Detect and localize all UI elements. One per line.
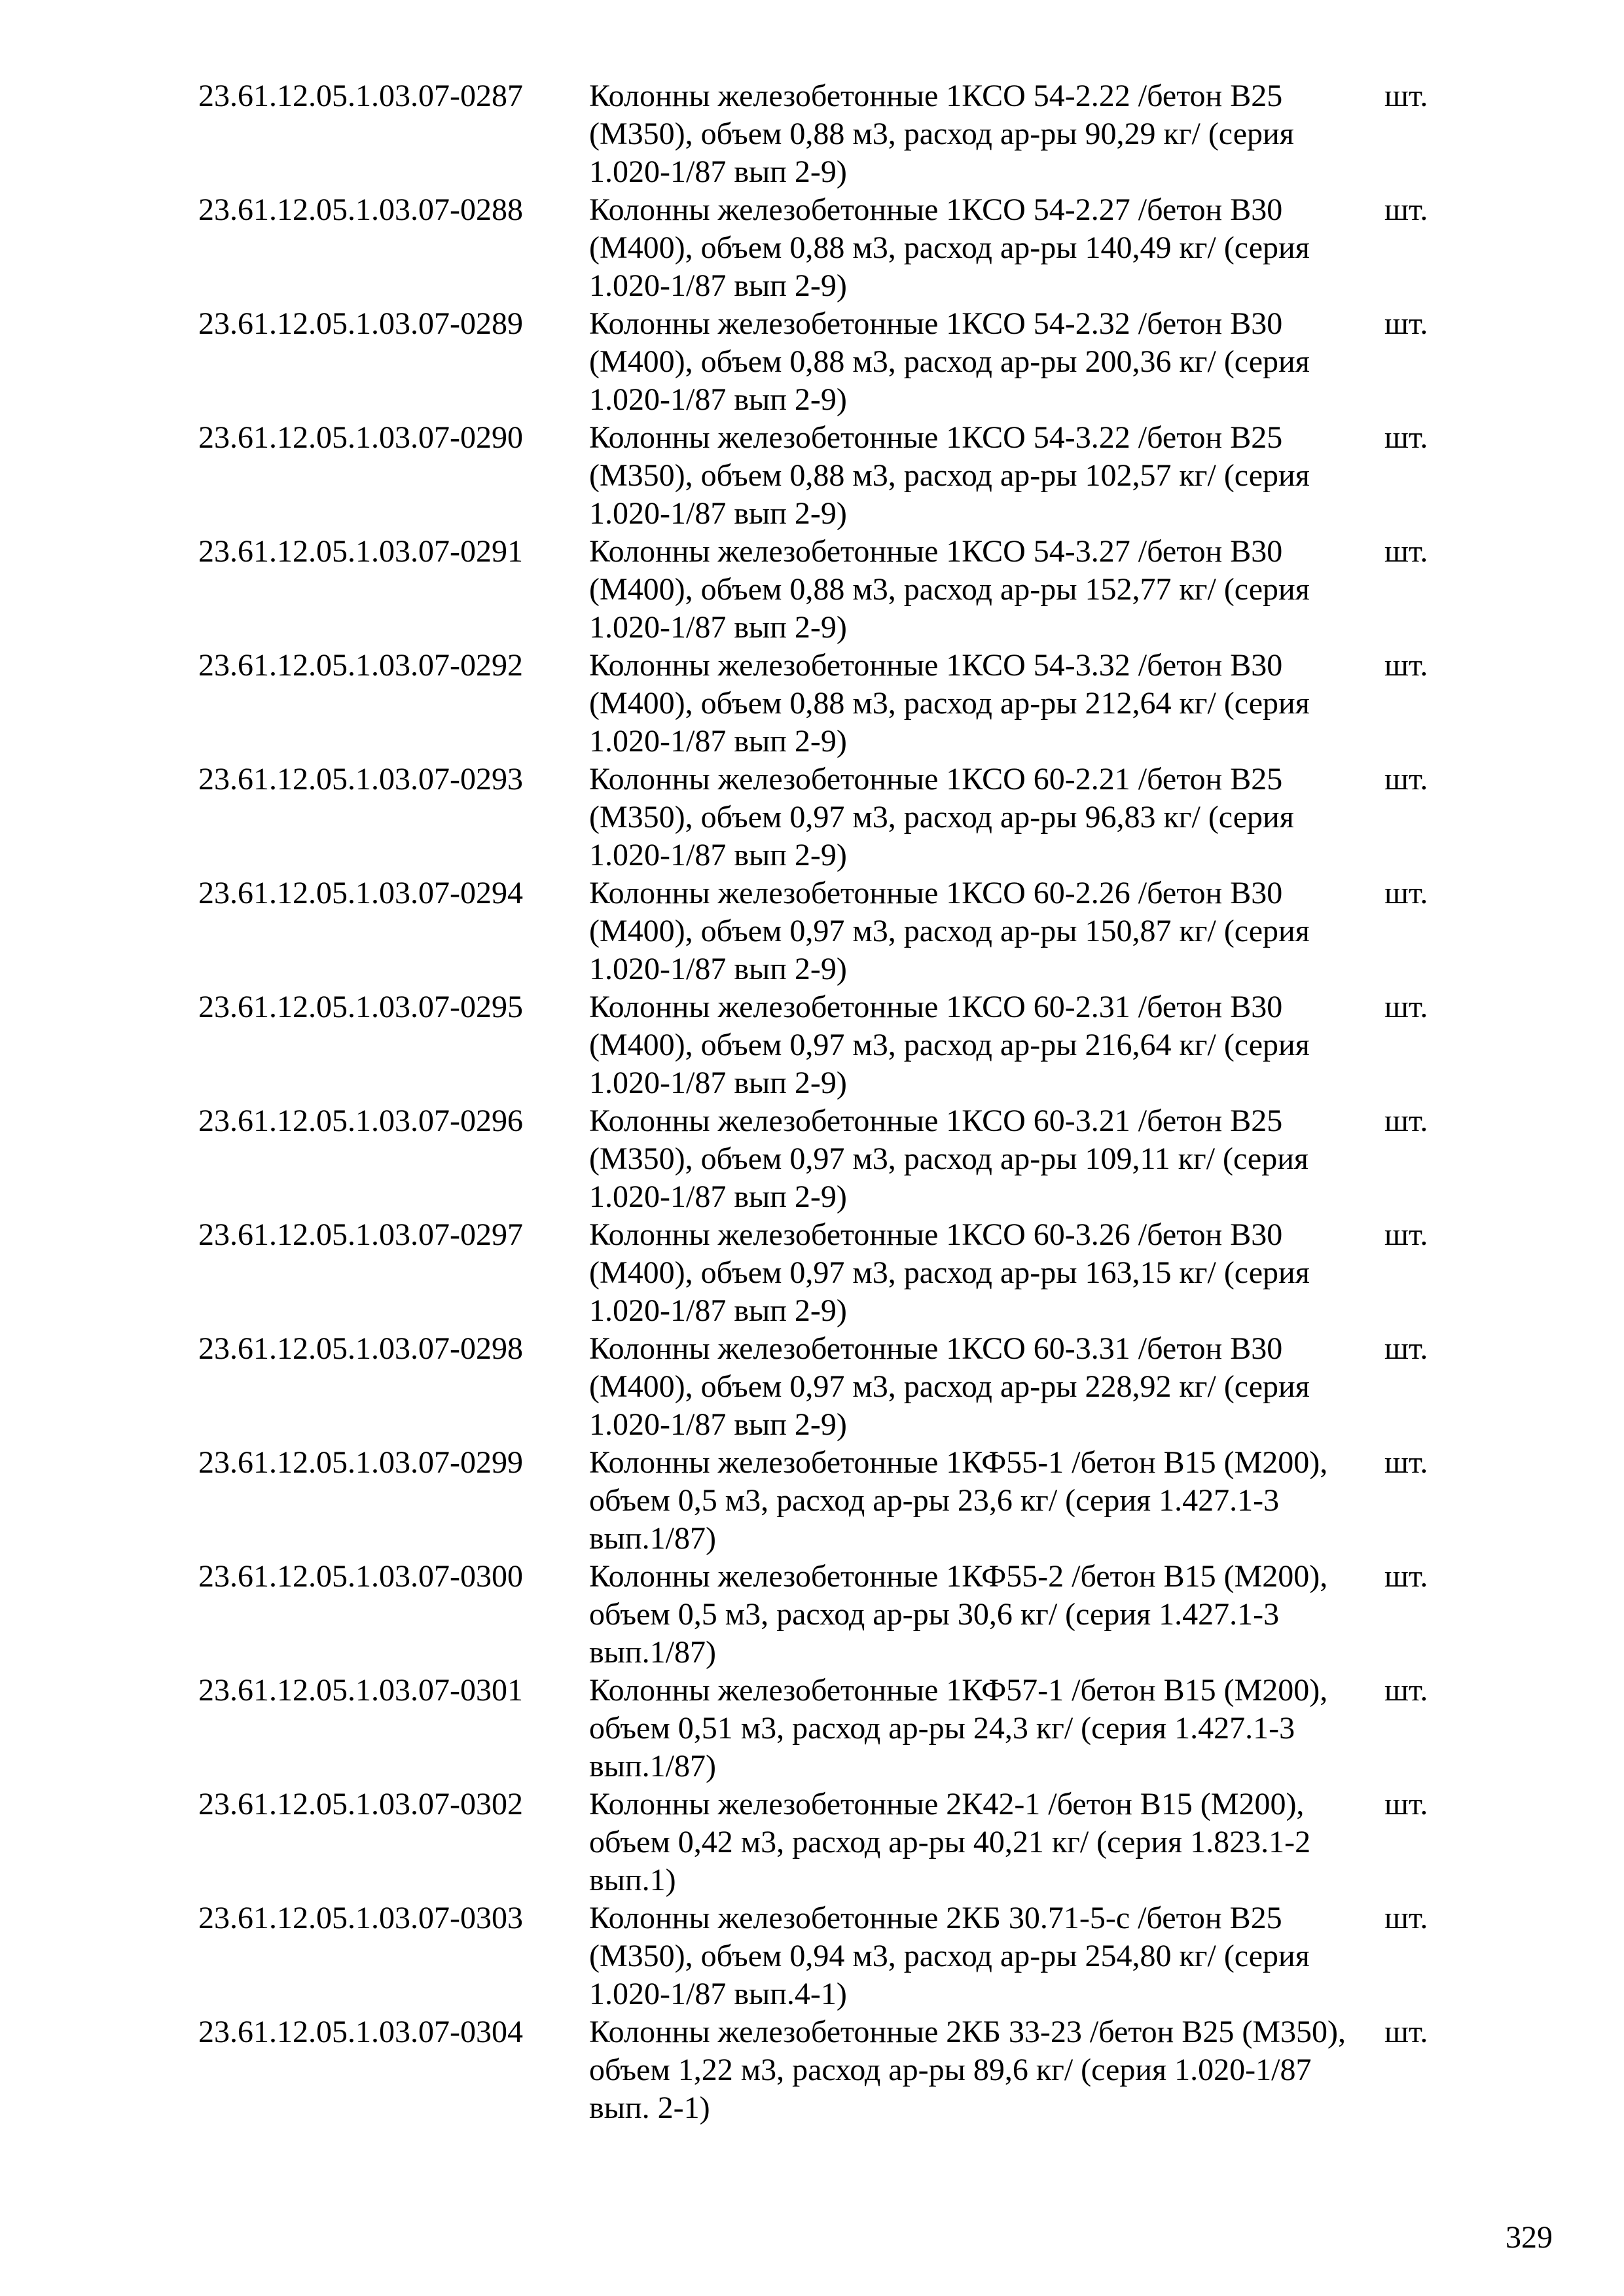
entry-code: 23.61.12.05.1.03.07-0299 (198, 1445, 523, 1480)
entry-row (198, 647, 1442, 761)
entry-code: 23.61.12.05.1.03.07-0291 (198, 534, 523, 569)
entry-code: 23.61.12.05.1.03.07-0300 (198, 1559, 523, 1594)
entry-unit: шт. (1384, 1445, 1428, 1480)
entry-unit: шт. (1384, 1901, 1428, 1935)
entry-row (198, 874, 1442, 988)
entry-code: 23.61.12.05.1.03.07-0290 (198, 420, 523, 455)
entry-code: 23.61.12.05.1.03.07-0296 (198, 1103, 523, 1138)
entry-row (198, 419, 1442, 533)
entry-description: Колонны железобетонные 1КФ55-1 /бетон В15 (М200), объем 0,5 м3, расход ар-ры 23,6 кг/ (серия 1.427.1-3 вып.1/87) (589, 1445, 1328, 1556)
entry-description: Колонны железобетонные 1КФ57-1 /бетон В15 (М200), объем 0,51 м3, расход ар-ры 24,3 кг/ (серия 1.427.1-3 вып.1/87) (589, 1673, 1328, 1784)
entry-row (198, 761, 1442, 874)
entry-unit: шт. (1384, 990, 1428, 1024)
entry-code: 23.61.12.05.1.03.07-0295 (198, 990, 523, 1024)
entry-code: 23.61.12.05.1.03.07-0287 (198, 79, 523, 113)
entry-code: 23.61.12.05.1.03.07-0298 (198, 1331, 523, 1366)
entry-description: Колонны железобетонные 1КСО 54-3.22 /бетон В25 (М350), объем 0,88 м3, расход ар-ры 102,57 кг/ (серия 1.020-1/87 вып 2-9) (589, 420, 1310, 531)
entry-row (198, 1785, 1442, 1899)
entry-unit: шт. (1384, 1103, 1428, 1138)
entry-row (198, 77, 1442, 191)
entry-code: 23.61.12.05.1.03.07-0289 (198, 306, 523, 341)
entry-unit: шт. (1384, 1217, 1428, 1252)
entry-code: 23.61.12.05.1.03.07-0292 (198, 648, 523, 683)
entry-description: Колонны железобетонные 1КСО 54-2.22 /бетон В25 (М350), объем 0,88 м3, расход ар-ры 90,29 кг/ (серия 1.020-1/87 вып 2-9) (589, 79, 1294, 189)
entry-unit: шт. (1384, 192, 1428, 227)
entry-code: 23.61.12.05.1.03.07-0302 (198, 1787, 523, 1821)
entry-code: 23.61.12.05.1.03.07-0304 (198, 2015, 523, 2049)
entry-description: Колонны железобетонные 1КСО 60-2.21 /бетон В25 (М350), объем 0,97 м3, расход ар-ры 96,83 кг/ (серия 1.020-1/87 вып 2-9) (589, 762, 1294, 872)
entry-row (198, 1899, 1442, 2013)
entry-unit: шт. (1384, 1331, 1428, 1366)
entry-description: Колонны железобетонные 2КБ 30.71-5-с /бетон В25 (М350), объем 0,94 м3, расход ар-ры 254,80 кг/ (серия 1.020-1/87 вып.4-1) (589, 1901, 1310, 2011)
entry-unit: шт. (1384, 1559, 1428, 1594)
entry-row (198, 2013, 1442, 2127)
entry-row (198, 1216, 1442, 1330)
entry-description: Колонны железобетонные 1КСО 54-3.32 /бетон В30 (М400), объем 0,88 м3, расход ар-ры 212,64 кг/ (серия 1.020-1/87 вып 2-9) (589, 648, 1310, 759)
entry-unit: шт. (1384, 420, 1428, 455)
entry-row (198, 1672, 1442, 1785)
entry-row (198, 1102, 1442, 1216)
entry-unit: шт. (1384, 534, 1428, 569)
entry-unit: шт. (1384, 1787, 1428, 1821)
entry-code: 23.61.12.05.1.03.07-0297 (198, 1217, 523, 1252)
entry-description: Колонны железобетонные 1КСО 54-2.32 /бетон В30 (М400), объем 0,88 м3, расход ар-ры 200,36 кг/ (серия 1.020-1/87 вып 2-9) (589, 306, 1310, 417)
entry-row (198, 1558, 1442, 1672)
entry-row (198, 533, 1442, 647)
entry-code: 23.61.12.05.1.03.07-0294 (198, 876, 523, 910)
entry-description: Колонны железобетонные 1КФ55-2 /бетон В15 (М200), объем 0,5 м3, расход ар-ры 30,6 кг/ (серия 1.427.1-3 вып.1/87) (589, 1559, 1328, 1670)
entry-code: 23.61.12.05.1.03.07-0288 (198, 192, 523, 227)
entry-code: 23.61.12.05.1.03.07-0303 (198, 1901, 523, 1935)
entry-row (198, 988, 1442, 1102)
entry-description: Колонны железобетонные 1КСО 60-3.31 /бетон В30 (М400), объем 0,97 м3, расход ар-ры 228,92 кг/ (серия 1.020-1/87 вып 2-9) (589, 1331, 1310, 1442)
entry-description: Колонны железобетонные 2КБ 33-23 /бетон В25 (М350), объем 1,22 м3, расход ар-ры 89,6 кг/ (серия 1.020-1/87 вып. 2-1) (589, 2015, 1346, 2125)
entry-row (198, 1444, 1442, 1558)
entry-description: Колонны железобетонные 1КСО 60-2.31 /бетон В30 (М400), объем 0,97 м3, расход ар-ры 216,64 кг/ (серия 1.020-1/87 вып 2-9) (589, 990, 1310, 1100)
entry-unit: шт. (1384, 79, 1428, 113)
entry-unit: шт. (1384, 1673, 1428, 1708)
entry-row (198, 191, 1442, 305)
entry-list (198, 77, 1442, 2127)
entry-description: Колонны железобетонные 1КСО 54-2.27 /бетон В30 (М400), объем 0,88 м3, расход ар-ры 140,49 кг/ (серия 1.020-1/87 вып 2-9) (589, 192, 1310, 303)
entry-description: Колонны железобетонные 2К42-1 /бетон В15 (М200), объем 0,42 м3, расход ар-ры 40,21 кг/ (серия 1.823.1-2 вып.1) (589, 1787, 1311, 1897)
entry-description: Колонны железобетонные 1КСО 54-3.27 /бетон В30 (М400), объем 0,88 м3, расход ар-ры 152,77 кг/ (серия 1.020-1/87 вып 2-9) (589, 534, 1310, 645)
entry-row (198, 305, 1442, 419)
entry-unit: шт. (1384, 648, 1428, 683)
entry-code: 23.61.12.05.1.03.07-0293 (198, 762, 523, 797)
entry-unit: шт. (1384, 762, 1428, 797)
page-number: 329 (1506, 2220, 1553, 2255)
entry-code: 23.61.12.05.1.03.07-0301 (198, 1673, 523, 1708)
entry-unit: шт. (1384, 2015, 1428, 2049)
entry-description: Колонны железобетонные 1КСО 60-2.26 /бетон В30 (М400), объем 0,97 м3, расход ар-ры 150,87 кг/ (серия 1.020-1/87 вып 2-9) (589, 876, 1310, 986)
entry-description: Колонны железобетонные 1КСО 60-3.21 /бетон В25 (М350), объем 0,97 м3, расход ар-ры 109,11 кг/ (серия 1.020-1/87 вып 2-9) (589, 1103, 1308, 1214)
entry-row (198, 1330, 1442, 1444)
entry-unit: шт. (1384, 306, 1428, 341)
entry-description: Колонны железобетонные 1КСО 60-3.26 /бетон В30 (М400), объем 0,97 м3, расход ар-ры 163,15 кг/ (серия 1.020-1/87 вып 2-9) (589, 1217, 1310, 1328)
entry-unit: шт. (1384, 876, 1428, 910)
